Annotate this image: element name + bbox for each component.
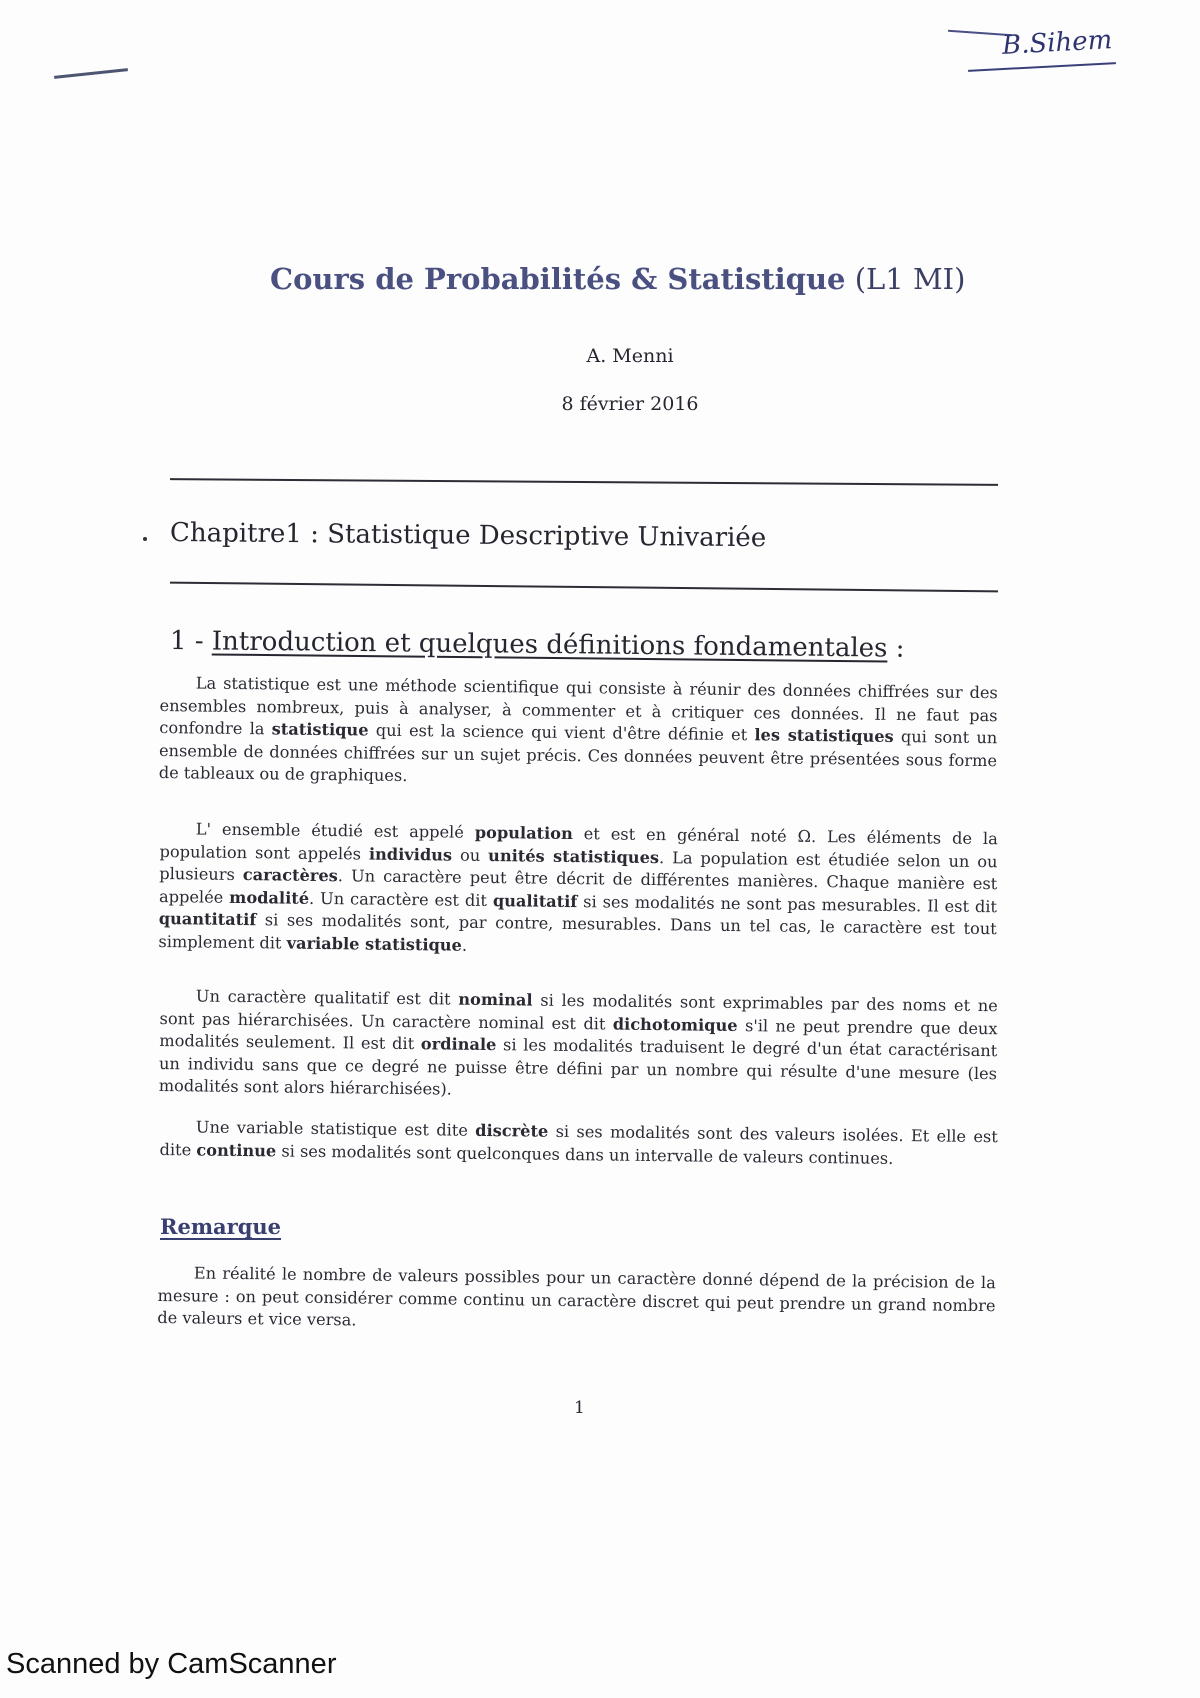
bold-term: discrète (475, 1120, 549, 1141)
text-run: si les modalités sont exprimables par des noms et ne sont pas hiérarchisées. Un caractère nominal est dit (159, 990, 998, 1034)
remark-heading: Remarque (160, 1214, 282, 1239)
page-number: 1 (574, 1398, 585, 1418)
handwritten-signature: B.Sihem (1001, 25, 1114, 61)
text-run: si les modalités traduisent le degré d'un état caractérisant un individu sans que ce degré ne puisse être défini par un nombre qui résulte d'une mesure (les modalités sont alors hiérarchisées). (158, 1035, 998, 1099)
text-run: . (461, 935, 468, 955)
section-mark: : (887, 633, 905, 664)
bold-term: caractères (242, 865, 338, 886)
margin-pen-mark (54, 68, 128, 79)
paragraph-2 (158, 818, 998, 963)
document-title (270, 262, 966, 296)
bold-term: statistique (271, 719, 369, 740)
chapter-top-rule (170, 478, 998, 486)
signature-underline (968, 62, 1116, 72)
document-title-suffix: (L1 MI) (845, 262, 966, 296)
text-run: et est en général noté Ω. Les éléments de la population sont appelés (159, 824, 998, 864)
bold-term: ordinale (420, 1034, 497, 1055)
bold-term: nominal (458, 989, 533, 1010)
bold-term: modalité (229, 887, 310, 908)
text-run: si ses modalités sont des valeurs isolées. Et elle est dite (159, 1121, 998, 1159)
paragraph-1 (159, 672, 998, 795)
bold-term: population (474, 822, 573, 844)
text-run: qui est la science qui vient d'être définie et (368, 720, 755, 745)
text-run: . Un caractère peut être décrit de différentes manières. Chaque manière est appelée (158, 866, 998, 907)
text-run: si ses modalités sont, par contre, mesurables. Dans un tel cas, le caractère est tout simplement dit (158, 910, 997, 953)
remark-text: En réalité le nombre de valeurs possibles pour un caractère donné dépend de la précision de la mesure : on peut considérer comme continu un caractère discret qui peut prendre un grand nombre de valeurs et vice versa. (157, 1263, 996, 1330)
document-date: 8 février 2016 (561, 393, 699, 415)
bold-term: individus (368, 844, 453, 865)
bold-term: continue (196, 1139, 277, 1160)
bold-term: dichotomique (612, 1014, 738, 1035)
text-run: La statistique est une méthode scientifique qui consiste à réunir des données chiffrées sur des ensembles nombreux, puis à analyser, à commenter et à critiquer ces données. Il ne faut pas confondre la (159, 673, 998, 739)
document-title-main: Cours de Probabilités & Statistique (270, 262, 846, 296)
bold-term: qualitatif (492, 890, 578, 911)
section-number: 1 - (169, 626, 213, 657)
section-title: Introduction et quelques définitions fondamentales (211, 626, 888, 664)
stray-dot (143, 537, 147, 541)
text-run: L' ensemble étudié est appelé (195, 819, 475, 842)
text-run: s'il ne peut prendre que deux modalités seulement. Il est dit (159, 1015, 998, 1054)
chapter-title: Chapitre1 : Statistique Descriptive Univariée (169, 518, 767, 554)
chapter-bottom-rule (170, 582, 998, 593)
section-heading (170, 626, 905, 664)
bold-term: variable statistique (286, 933, 463, 955)
text-run: Un caractère qualitatif est dit (195, 986, 459, 1009)
bold-term: quantitatif (158, 908, 257, 930)
scanner-watermark: Scanned by CamScanner (6, 1648, 337, 1680)
text-run: ou (451, 845, 489, 865)
text-run: . La population est étudiée selon un ou plusieurs (159, 847, 998, 885)
bold-term: les statistiques (754, 725, 894, 746)
paragraph-4 (159, 1116, 997, 1171)
author: A. Menni (586, 345, 674, 367)
paragraph-3 (159, 985, 998, 1108)
text-run: si ses modalités ne sont pas mesurables. Il est dit (577, 891, 998, 916)
text-run: qui sont un ensemble de données chiffrées sur un sujet précis. Ces données peuvent être présentées sous forme de tableaux ou de graphiques. (158, 726, 998, 786)
text-run: Une variable statistique est dite (195, 1117, 476, 1140)
text-run: . Un caractère est dit (308, 888, 494, 910)
text-run: si ses modalités sont quelconques dans un intervalle de valeurs continues. (276, 1140, 894, 1168)
bold-term: unités statistiques (488, 845, 660, 867)
